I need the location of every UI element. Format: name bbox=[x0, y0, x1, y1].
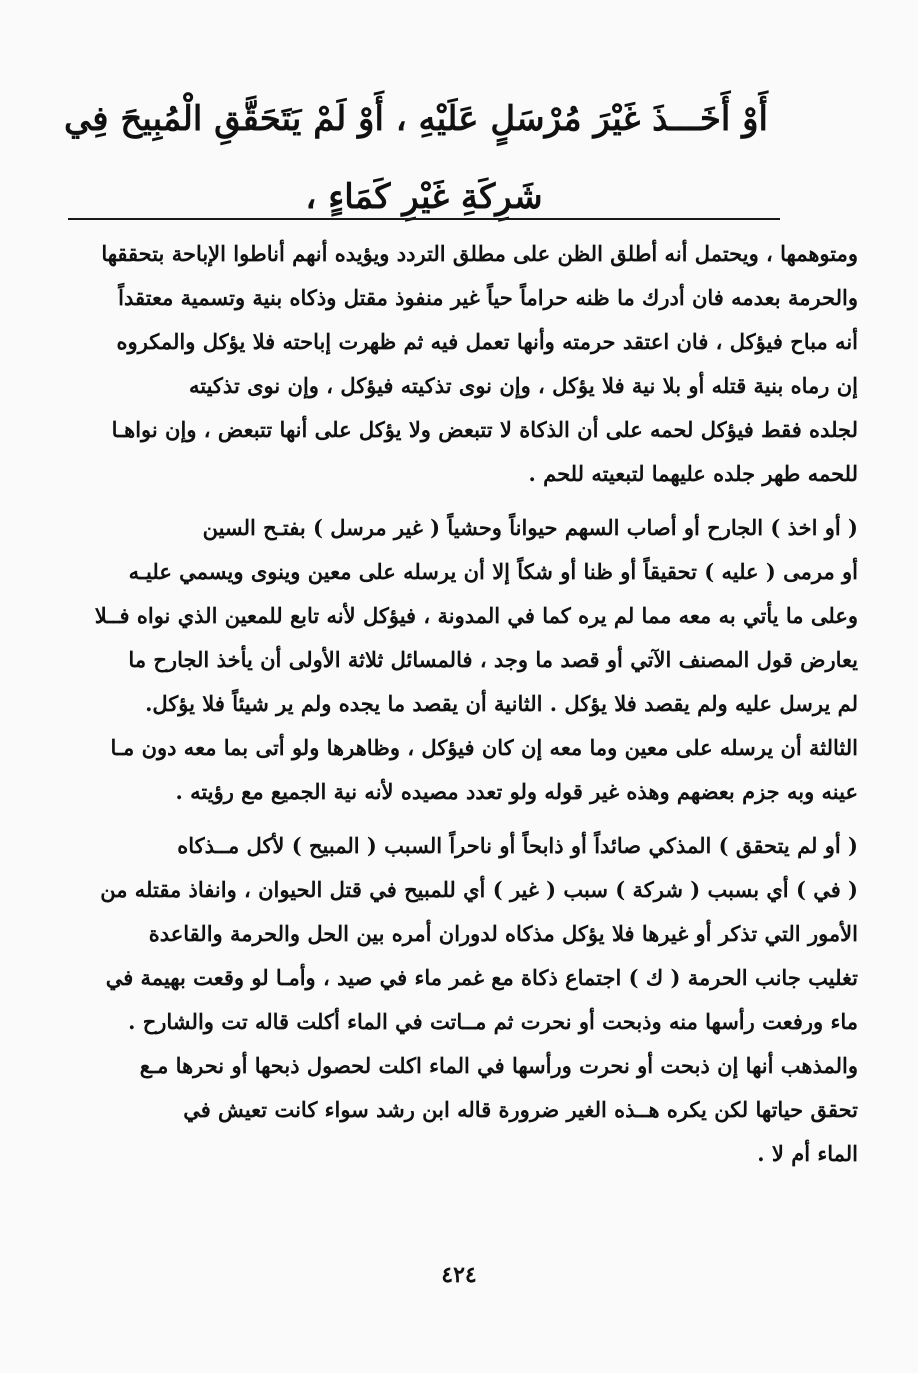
paragraph-1 bbox=[68, 232, 858, 496]
page-number: ٤٢٤ bbox=[441, 1262, 477, 1288]
text-line: ( أو لم يتحقق ) المذكي صائداً أو ذابحاً أو ناحراً السبب ( المبيح ) لأكل مــذكاه bbox=[177, 833, 858, 858]
text-line: الماء أم لا . bbox=[757, 1141, 858, 1166]
text-line: أنه مباح فيؤكل ، فان اعتقد حرمته وأنها تعمل فيه ثم ظهرت إباحته فلا يؤكل والمكروه bbox=[116, 329, 858, 354]
matn-line: شَرِكَةِ غَيْرِ كَمَاءٍ ، bbox=[305, 177, 543, 217]
text-line: لم يرسل عليه ولم يقصد فلا يؤكل . الثانية أن يقصد ما يجده ولم ير شيئاً فلا يؤكل. bbox=[145, 691, 858, 716]
text-line: تحقق حياتها لكن يكره هــذه الغير ضرورة قاله ابن رشد سواء كانت تعيش في bbox=[183, 1097, 858, 1122]
text-line: ومتوهمها ، ويحتمل أنه أطلق الظن على مطلق التردد ويؤيده أنهم أناطوا الإباحة بتحققها bbox=[101, 241, 858, 266]
text-line: للحمه طهر جلده عليهما لتبعيته للحم . bbox=[528, 461, 858, 486]
sharh-commentary bbox=[68, 232, 858, 1176]
text-line: والمذهب أنها إن ذبحت أو نحرت ورأسها في الماء اكلت لحصول ذبحها أو نحرها مـع bbox=[139, 1053, 858, 1078]
separator-rule bbox=[68, 218, 780, 220]
text-line: أو مرمى ( عليه ) تحقيقاً أو ظنا أو شكاً إلا أن يرسله على معين وينوى ويسمي عليـه bbox=[128, 559, 858, 584]
text-line: ماء ورفعت رأسها منه وذبحت أو نحرت ثم مــاتت في الماء أكلت قاله تت والشارح . bbox=[128, 1009, 858, 1034]
text-line: إن رماه بنية قتله أو بلا نية فلا يؤكل ، وإن نوى تذكيته فيؤكل ، وإن نوى تذكيته bbox=[189, 373, 858, 398]
matn-line: أَوْ أَخَـــذَ غَيْرَ مُرْسَلٍ عَلَيْهِ ، أَوْ لَمْ يَتَحَقَّقِ الْمُبِيحَ فِي bbox=[63, 99, 768, 139]
text-line: تغليب جانب الحرمة ( ك ) اجتماع ذكاة مع غمر ماء في صيد ، وأمـا لو وقعت بهيمة في bbox=[105, 965, 858, 990]
text-line: ( في ) أي بسبب ( شركة ) سبب ( غير ) أي للمبيح في قتل الحيوان ، وانفاذ مقتله من bbox=[100, 877, 858, 902]
text-line: الثالثة أن يرسله على معين وما معه إن كان فيؤكل ، وظاهرها ولو أتى بما معه دون مـا bbox=[110, 735, 858, 760]
text-line: والحرمة بعدمه فان أدرك ما ظنه حراماً حياً غير منفوذ مقتل وذكاه بنية وتسمية معتقداً bbox=[118, 285, 858, 310]
paragraph-2 bbox=[68, 506, 858, 814]
paragraph-3 bbox=[68, 824, 858, 1176]
text-line: عينه وبه جزم بعضهم وهذه غير قوله ولو تعدد مصيده لأنه نية الجميع مع رؤيته . bbox=[175, 779, 858, 804]
text-line: الأمور التي تذكر أو غيرها فلا يؤكل مذكاه لدوران أمره بين الحل والحرمة والقاعدة bbox=[148, 921, 858, 946]
text-line: يعارض قول المصنف الآتي أو قصد ما وجد ، فالمسائل ثلاثة الأولى أن يأخذ الجارح ما bbox=[128, 647, 858, 672]
text-line: لجلده فقط فيؤكل لحمه على أن الذكاة لا تتبعض ولا يؤكل على أنها تتبعض ، وإن نواهـا bbox=[111, 417, 858, 442]
text-line: وعلى ما يأتي به معه مما لم يره كما في المدونة ، فيؤكل لأنه تابع للمعين الذي نواه فــلا bbox=[94, 603, 858, 628]
text-line: ( أو اخذ ) الجارح أو أصاب السهم حيواناً وحشياً ( غير مرسل ) بفتـح السين bbox=[202, 515, 858, 540]
matn-text bbox=[63, 80, 768, 236]
